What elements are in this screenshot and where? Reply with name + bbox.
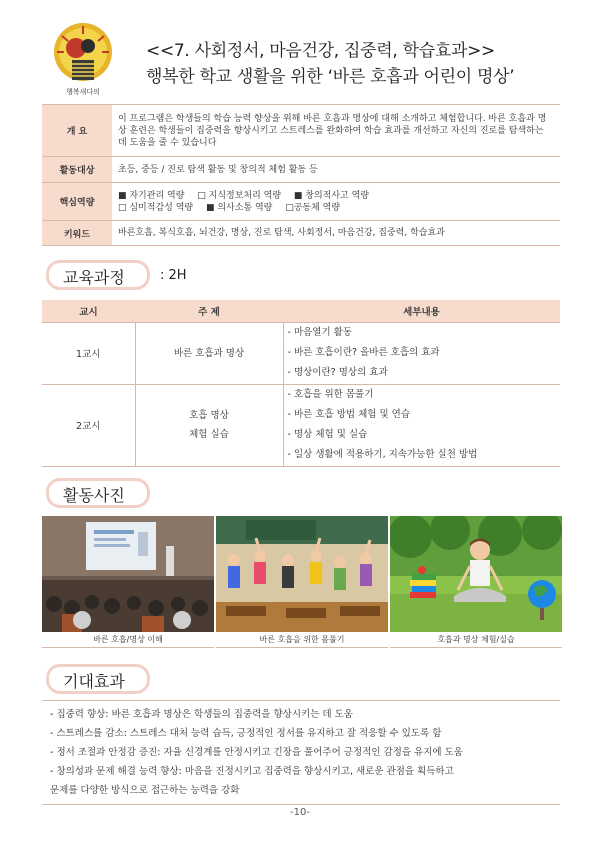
effects-list	[42, 700, 560, 805]
lecture-photo	[42, 516, 214, 632]
detail-item: - 명상 체험 및 실습	[287, 429, 368, 440]
list-item: - 집중력 향상: 바른 호흡과 명상은 학생들의 집중력을 향상시키는 데 도움	[50, 709, 353, 720]
photos-section-title: 활동사진	[46, 478, 150, 508]
page-title: <<7. 사회정서, 마음건강, 집중력, 학습효과>>	[146, 41, 495, 61]
table-row	[42, 384, 560, 466]
detail-item: - 일상 생활에 적용하기, 지속가능한 실천 방법	[287, 449, 478, 460]
list-item: - 정서 조절과 안정감 증진: 자율 신경계를 안정시키고 긴장을 풀어주어 긍정적인 감정을 유지에 도움	[50, 747, 463, 758]
page-number: -10-	[290, 807, 310, 818]
meditation-photo	[390, 516, 562, 632]
organization-logo	[50, 22, 116, 98]
table-row	[42, 322, 560, 384]
competency-item: ■ 의사소통 역량	[205, 202, 273, 213]
topic-cell	[135, 384, 283, 466]
program-info-table	[42, 104, 560, 246]
competency-item: □ 심미적감성 역량	[118, 202, 194, 213]
competency-label: 핵심역량	[42, 183, 112, 221]
topic-cell: 바른 호흡과 명상	[135, 322, 283, 384]
target-label: 활동대상	[42, 157, 112, 183]
detail-item: - 바른 호흡 방법 체험 및 연습	[287, 409, 410, 420]
competency-list	[112, 183, 560, 221]
competency-item: □공동체 역량	[285, 202, 341, 213]
keyword-label: 키워드	[42, 221, 112, 246]
column-header-period: 교시	[42, 300, 135, 322]
details-cell	[283, 322, 560, 384]
logo-text: 행복새다의	[66, 88, 100, 96]
activity-photos	[42, 516, 562, 648]
curriculum-table	[42, 300, 560, 467]
photo-caption: 호흡과 명상 체험/실습	[390, 634, 562, 648]
details-cell	[283, 384, 560, 466]
column-header-topic: 주 제	[135, 300, 283, 322]
list-item: 문제를 다양한 방식으로 접근하는 능력을 강화	[50, 785, 240, 796]
topic-line: 체험 실습	[189, 429, 229, 440]
period-cell: 2교시	[42, 384, 135, 466]
topic-line: 호흡 명상	[189, 410, 229, 421]
page-subtitle: 행복한 학교 생활을 위한 ‘바른 호흡과 어린이 명상’	[146, 67, 515, 87]
detail-item: - 마음열기 활동	[287, 327, 353, 338]
overview-text: 이 프로그램은 학생들의 학습 능력 향상을 위해 바른 호흡과 명상에 대해 소개하고 체험합니다. 바른 호흡과 명상 훈련은 학생들이 집중력을 향상시키고 스트레스를 완화하여 학습 효과를 개선하고 자신의 진로를 탐색하는 데 도움을 줄 수 있습니다	[112, 105, 560, 157]
photo-caption: 바른 호흡/명상 이해	[42, 634, 214, 648]
detail-item: - 호흡을 위한 몸풀기	[287, 389, 374, 400]
photo-caption: 바른 호흡을 위한 몸풀기	[216, 634, 388, 648]
competency-item: □ 지식정보처리 역량	[197, 190, 282, 201]
list-item: - 스트레스를 감소: 스트레스 대처 능력 습득, 긍정적인 정서를 유지하고 잘 적응할 수 있도록 함	[50, 728, 442, 739]
curriculum-duration: : 2H	[160, 268, 187, 283]
curriculum-section-title: 교육과정	[46, 260, 150, 290]
effects-section-title: 기대효과	[46, 664, 150, 694]
stretching-photo	[216, 516, 388, 632]
period-cell: 1교시	[42, 322, 135, 384]
target-text: 초등, 중등 / 진로 탐색 활동 및 창의적 체험 활동 등	[112, 157, 560, 183]
detail-item: - 바른 호흡이란? 올바른 호흡의 효과	[287, 347, 440, 358]
column-header-details: 세부내용	[283, 300, 560, 322]
overview-label: 개 요	[42, 105, 112, 157]
list-item: - 창의성과 문제 해결 능력 향상: 마음을 진정시키고 집중력을 향상시키고, 새로운 관점을 획득하고	[50, 766, 454, 777]
detail-item: - 명상이란? 명상의 효과	[287, 367, 388, 378]
competency-item: ■ 창의적사고 역량	[293, 190, 370, 201]
competency-item: ■ 자기관리 역량	[118, 190, 185, 201]
keyword-text: 바른호흡, 복식호흡, 뇌건강, 명상, 진로 탐색, 사회정서, 마음건강, 집중력, 학습효과	[112, 221, 560, 246]
